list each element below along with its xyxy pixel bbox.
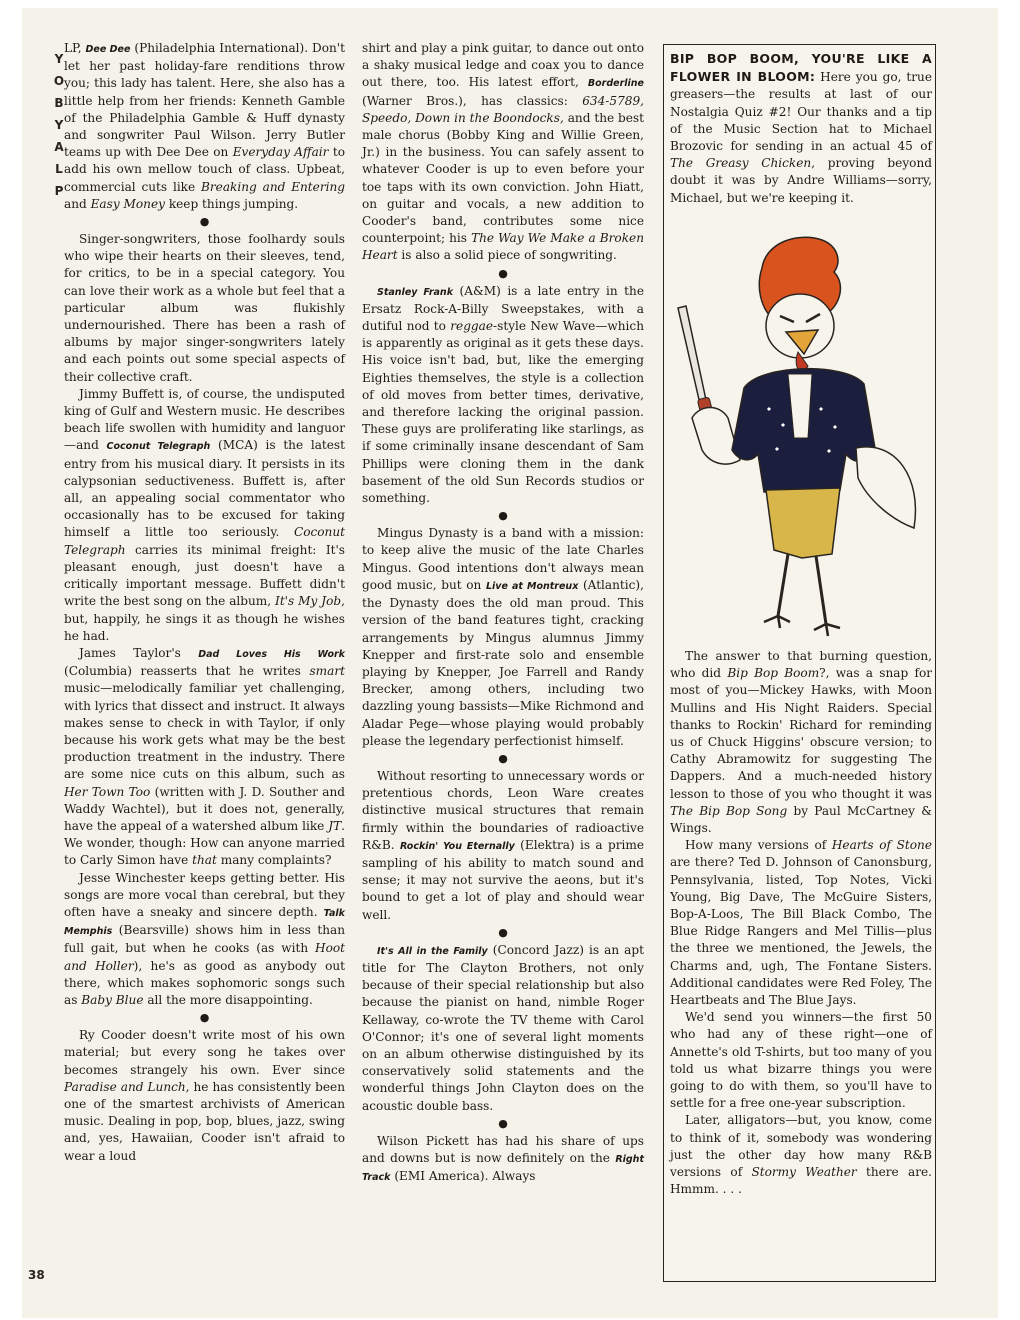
review-paragraph [64,645,345,870]
review-paragraph [670,648,932,837]
body-text: Jesse Winchester keeps getting better. His songs are more vocal than cerebral, but they often have a sneaky and sincere depth. [64,870,345,919]
body-text: keep things jumping. [164,196,299,211]
review-paragraph [64,386,345,645]
section-divider-bullet: ● [498,509,508,523]
song-title: Easy Money [90,196,165,211]
review-paragraph [362,768,644,924]
body-text: LP, [64,41,86,55]
body-text: , he has consistently been one of the smartest archivists of American music. Dealing in pop, bop, blues, jazz, swing and, yes, Hawaiian, Cooder isn't afraid to wear a loud [64,1079,345,1163]
song-title: JT [328,818,342,833]
runner-letter: O [53,74,65,88]
song-title: smart [309,664,345,679]
song-title: Stormy Weather [751,1165,857,1180]
song-title: The Way We Make a Broken Heart [362,231,644,263]
body-text: (Elektra) is a prime sampling of his ability to match sound and sense; it may not survive the aeons, but it's bound to get a lot of play and should wear well. [362,837,645,922]
greaser-chicken-illustration [670,228,932,646]
section-divider-bullet: ● [498,1116,508,1130]
column-2 [362,40,644,1186]
runner-letter: Y [54,118,64,132]
review-paragraph [64,870,345,1010]
runner-letter: L [55,162,63,176]
song-title: Hearts of Stone [831,838,932,853]
review-paragraph [362,40,644,265]
body-text: ), he's as good as anybody out there, which makes sophomoric songs such as [64,958,346,1007]
body-text: ?, was a snap for most of you—Mickey Hawks, with Moon Mullins and His Night Raiders. Special thanks to Rockin' Richard for reminding us of Chuck Higgins' obscure version; to Cathy Abramowitz for suggesting The Dappers. And a much-needed history lesson to those of you who thought it was [670,666,933,801]
right-wing [856,447,915,528]
body-text: (EMI America). Always [390,1169,536,1184]
column-1 [64,40,345,1165]
body-text: Here you go, true greasers—the results at last of our Nostalgia Quiz #2! Our thanks and a tip of the Music Section hat to Michael Brozovic for sending in an actual 45 of [670,70,932,154]
body-text: are there? Ted D. Johnson of Canonsburg, Pennsylvania, listed, Top Notes, Vicki Young, Big Dave, The McGuire Sisters, Bop-A-Loos, The Bill Black Combo, The Blue Ridge Rangers and Mel Tillis—plus the three we mentioned, the Jewels, the Charms and, ugh, The Fontane Sisters. Additional candidates were Red Foley, The Heartbeats and The Blue Jays. [670,855,932,1008]
body-text: (A&M) is a late entry in the Ersatz Rock-A-Billy Sweepstakes, with a dutiful nod to [362,283,644,334]
song-title: Her Town Too [64,784,151,799]
song-title: Hoot and Holler [64,941,345,973]
body-text: by Paul McCartney & Wings. [670,803,932,836]
body-text: there are. Hmmm. . . . [670,1165,932,1197]
review-paragraph [64,40,345,213]
body-text: to add his own mellow touch of class. Upbeat, commercial cuts like [64,145,345,194]
body-text: (Warner Bros.), has classics: [362,93,583,108]
song-title: Breaking and Entering [201,179,346,194]
body-text: carries its minimal freight: It's pleasant enough, just doesn't have a critically important message. Buffett didn't write the best song on the album, [64,542,345,609]
review-paragraph [362,1133,644,1187]
body-text: James Taylor's [79,645,199,660]
song-title: 634-5789, Speedo, Down in the Boondocks, [362,93,644,125]
body-text: (Concord Jazz) is an apt title for The Clayton Brothers, not only because of their special relationship but also because the pianist on hand, nimble Roger Kellaway, co-wrote the TV theme with Carol O'Connor; it's one of several light moments on an album otherwise distinguished by its conservatively solid statements and the wonderful things John Clayton does on the acoustic double bass. [362,942,644,1113]
body-text: (Columbia) reasserts that he writes [64,664,310,679]
body-text: Singer-songwriters, those foolhardy souls who wipe their hearts on their sleeves, tend, for critics, to be in a special category. You can love their work as a whole but feel that a particular album was flukishly undernourished. There has been a rash of albums by major singer-songwriters lately and each points out some special aspects of their collective craft. [64,232,345,384]
album-title: Dad Loves His Work [198,648,345,660]
body-text: (Atlantic), the Dynasty does the old man proud. This version of the band features tight, cracking arrangements by Mingus alumnus Jimmy Knepper and first-rate solo and ensemble playing by Knepper, Joe Farrell and Randy Brecker, among others, including two dazzling young bassists—Mike Richmond and Aladar Pege—whose playing would probably please the legendary perfectionist himself. [362,577,644,748]
body-text: (Bearsville) shows him in less than full gait, but when he cooks (as with [64,923,345,956]
review-paragraph [362,525,644,750]
body-text: all the more disappointing. [143,992,313,1007]
album-title: Borderline [587,78,644,90]
body-text: -style New Wave—which is apparently as original as it gets these days. His voice isn't bad, but, like the emerging Eighties themselves, the style is a collection of old moves from better times, derivative, and therefore lacking the original passion. These guys are proliferating like starlings, as if some criminally insane descendant of Sam Phillips were cloning them in the dank basement of the old Sun Records studios or something. [362,319,644,506]
body-text: shirt and play a pink guitar, to dance out onto a shaky musical ledge and coax you to dance out there, too. His latest effort, [362,41,644,90]
song-title: Baby Blue [81,992,144,1007]
review-paragraph [64,231,345,386]
yellow-pants [766,488,840,558]
review-paragraph [362,942,644,1115]
review-paragraph [670,1009,932,1112]
song-title: Coconut Telegraph [64,525,345,557]
sidebar-intro [670,50,932,207]
song-title: The Greasy Chicken [670,156,812,171]
body-text: Mingus Dynasty is a band with a mission: to keep alive the music of the late Charles Mingus. Good intentions don't always mean good music, but on [362,526,644,592]
sidebar-results [670,648,932,1199]
song-title: Bip Bop Boom [727,666,820,681]
left-wing [692,408,740,465]
album-title: It's All in the Family [377,945,488,957]
body-text: Jimmy Buffett is, of course, the undisputed king of Gulf and Western music. He describes beach life swollen with humidity and languor—and [64,386,345,453]
album-title: Live at Montreux [485,580,579,592]
body-text: We'd send you winners—the first 50 who had any of these right—one of Annette's old T-shirts, but too many of you told us what bizarre things you were going to do with them, so you'll have to settle for a free one-year subscription. [670,1010,932,1111]
body-text: (written with J. D. Souther and Waddy Wachtel), but it does not, generally, have the appeal of a watershed album like [64,784,345,833]
page-number: 38 [28,1268,45,1282]
body-text: Without resorting to unnecessary words or pretentious chords, Leon Ware creates distinctive musical structures that remain firmly within the boundaries of radioactive R&B. [362,768,644,852]
section-divider-bullet: ● [498,751,508,765]
album-title: Stanley Frank [377,286,454,298]
body-text: Ry Cooder doesn't write most of his own material; but every song he takes over becomes strangely his own. Ever since [64,1028,345,1077]
section-divider-bullet: ● [199,215,210,229]
body-text: How many versions of [685,838,832,853]
body-text: . We wonder, though: How can anyone married to Carly Simon have [64,818,345,868]
review-paragraph [362,283,644,508]
album-title: Right Track [362,1153,644,1184]
song-title: reggae [450,319,494,334]
chicken-legs [778,554,826,624]
review-paragraph [670,1112,932,1198]
runner-letter: Y [54,52,64,66]
section-divider-bullet: ● [498,266,508,280]
review-paragraph [670,837,932,1009]
body-text: and the best male chorus (Bobby King and Willie Green, Jr.) in the business. You can safely assent to whatever Cooder is up to even before your toe taps with its own conviction. John Hiatt, on guitar and vocals, a new addition to Cooder's band, contributes some nice counterpoint; his [362,110,644,246]
body-text: is also a solid piece of songwriting. [397,248,617,263]
runner-letter: B [54,96,64,110]
review-paragraph [670,50,932,207]
body-text: Later, alligators—but, you know, come to think of it, somebody was wondering just the other day how many R&B versions of [670,1113,932,1180]
review-paragraph [64,1027,345,1165]
song-title: The Bip Bop Song [670,803,788,818]
knife-blade [678,306,706,404]
section-divider-bullet: ● [498,925,508,939]
song-title: It's My Job [275,594,342,609]
runner-letter: A [54,140,64,154]
chicken-feet [764,616,840,636]
section-divider-bullet: ● [199,1011,210,1025]
album-title: Rockin' You Eternally [399,840,515,852]
album-title: Talk Memphis [64,907,345,938]
body-text: Wilson Pickett has had his share of ups and downs but is now definitely on the [362,1133,644,1165]
body-text: , but, happily, he sings it as though he wishes he had. [64,594,345,643]
body-text: (Philadelphia International). Don't let her past holiday-fare renditions throw you; this lady has talent. Here, she also has a little help from her friends: Kenneth Gamble of the Philadelphia Gamble & Huff dynasty and songwriter Paul Wilson. Jerry Butler teams up with Dee Dee on [64,41,345,160]
body-text: and [64,196,91,211]
runner-letter: P [54,184,64,198]
body-text: , proving beyond doubt it was by Andre Williams—sorry, Michael, but we're keeping it. [670,156,932,205]
song-title: Paradise and Lunch [64,1079,186,1094]
body-text: music—melodically familiar yet challenging, with lyrics that dissect and instruct. It always makes sense to check in with Taylor, if only because his work gets what may be the best production treatment in the industry. There are some nice cuts on this album, such as [64,681,345,782]
song-title: that [192,853,217,868]
sidebar-headline: BIP BOP BOOM, YOU'RE LIKE A FLOWER IN BLOOM: [670,51,932,85]
album-title: Dee Dee [85,44,131,55]
album-title: Coconut Telegraph [106,441,211,453]
body-text: The answer to that burning question, who did [670,649,932,681]
body-text: many complaints? [216,853,332,868]
song-title: Everyday Affair [232,145,329,160]
body-text: (MCA) is the latest entry from his musical diary. It persists in its calypsonian seductiveness. Buffett is, after all, an appealing social commentator who occasionally has to be excused for taking himself a little too seriously. [64,438,345,540]
